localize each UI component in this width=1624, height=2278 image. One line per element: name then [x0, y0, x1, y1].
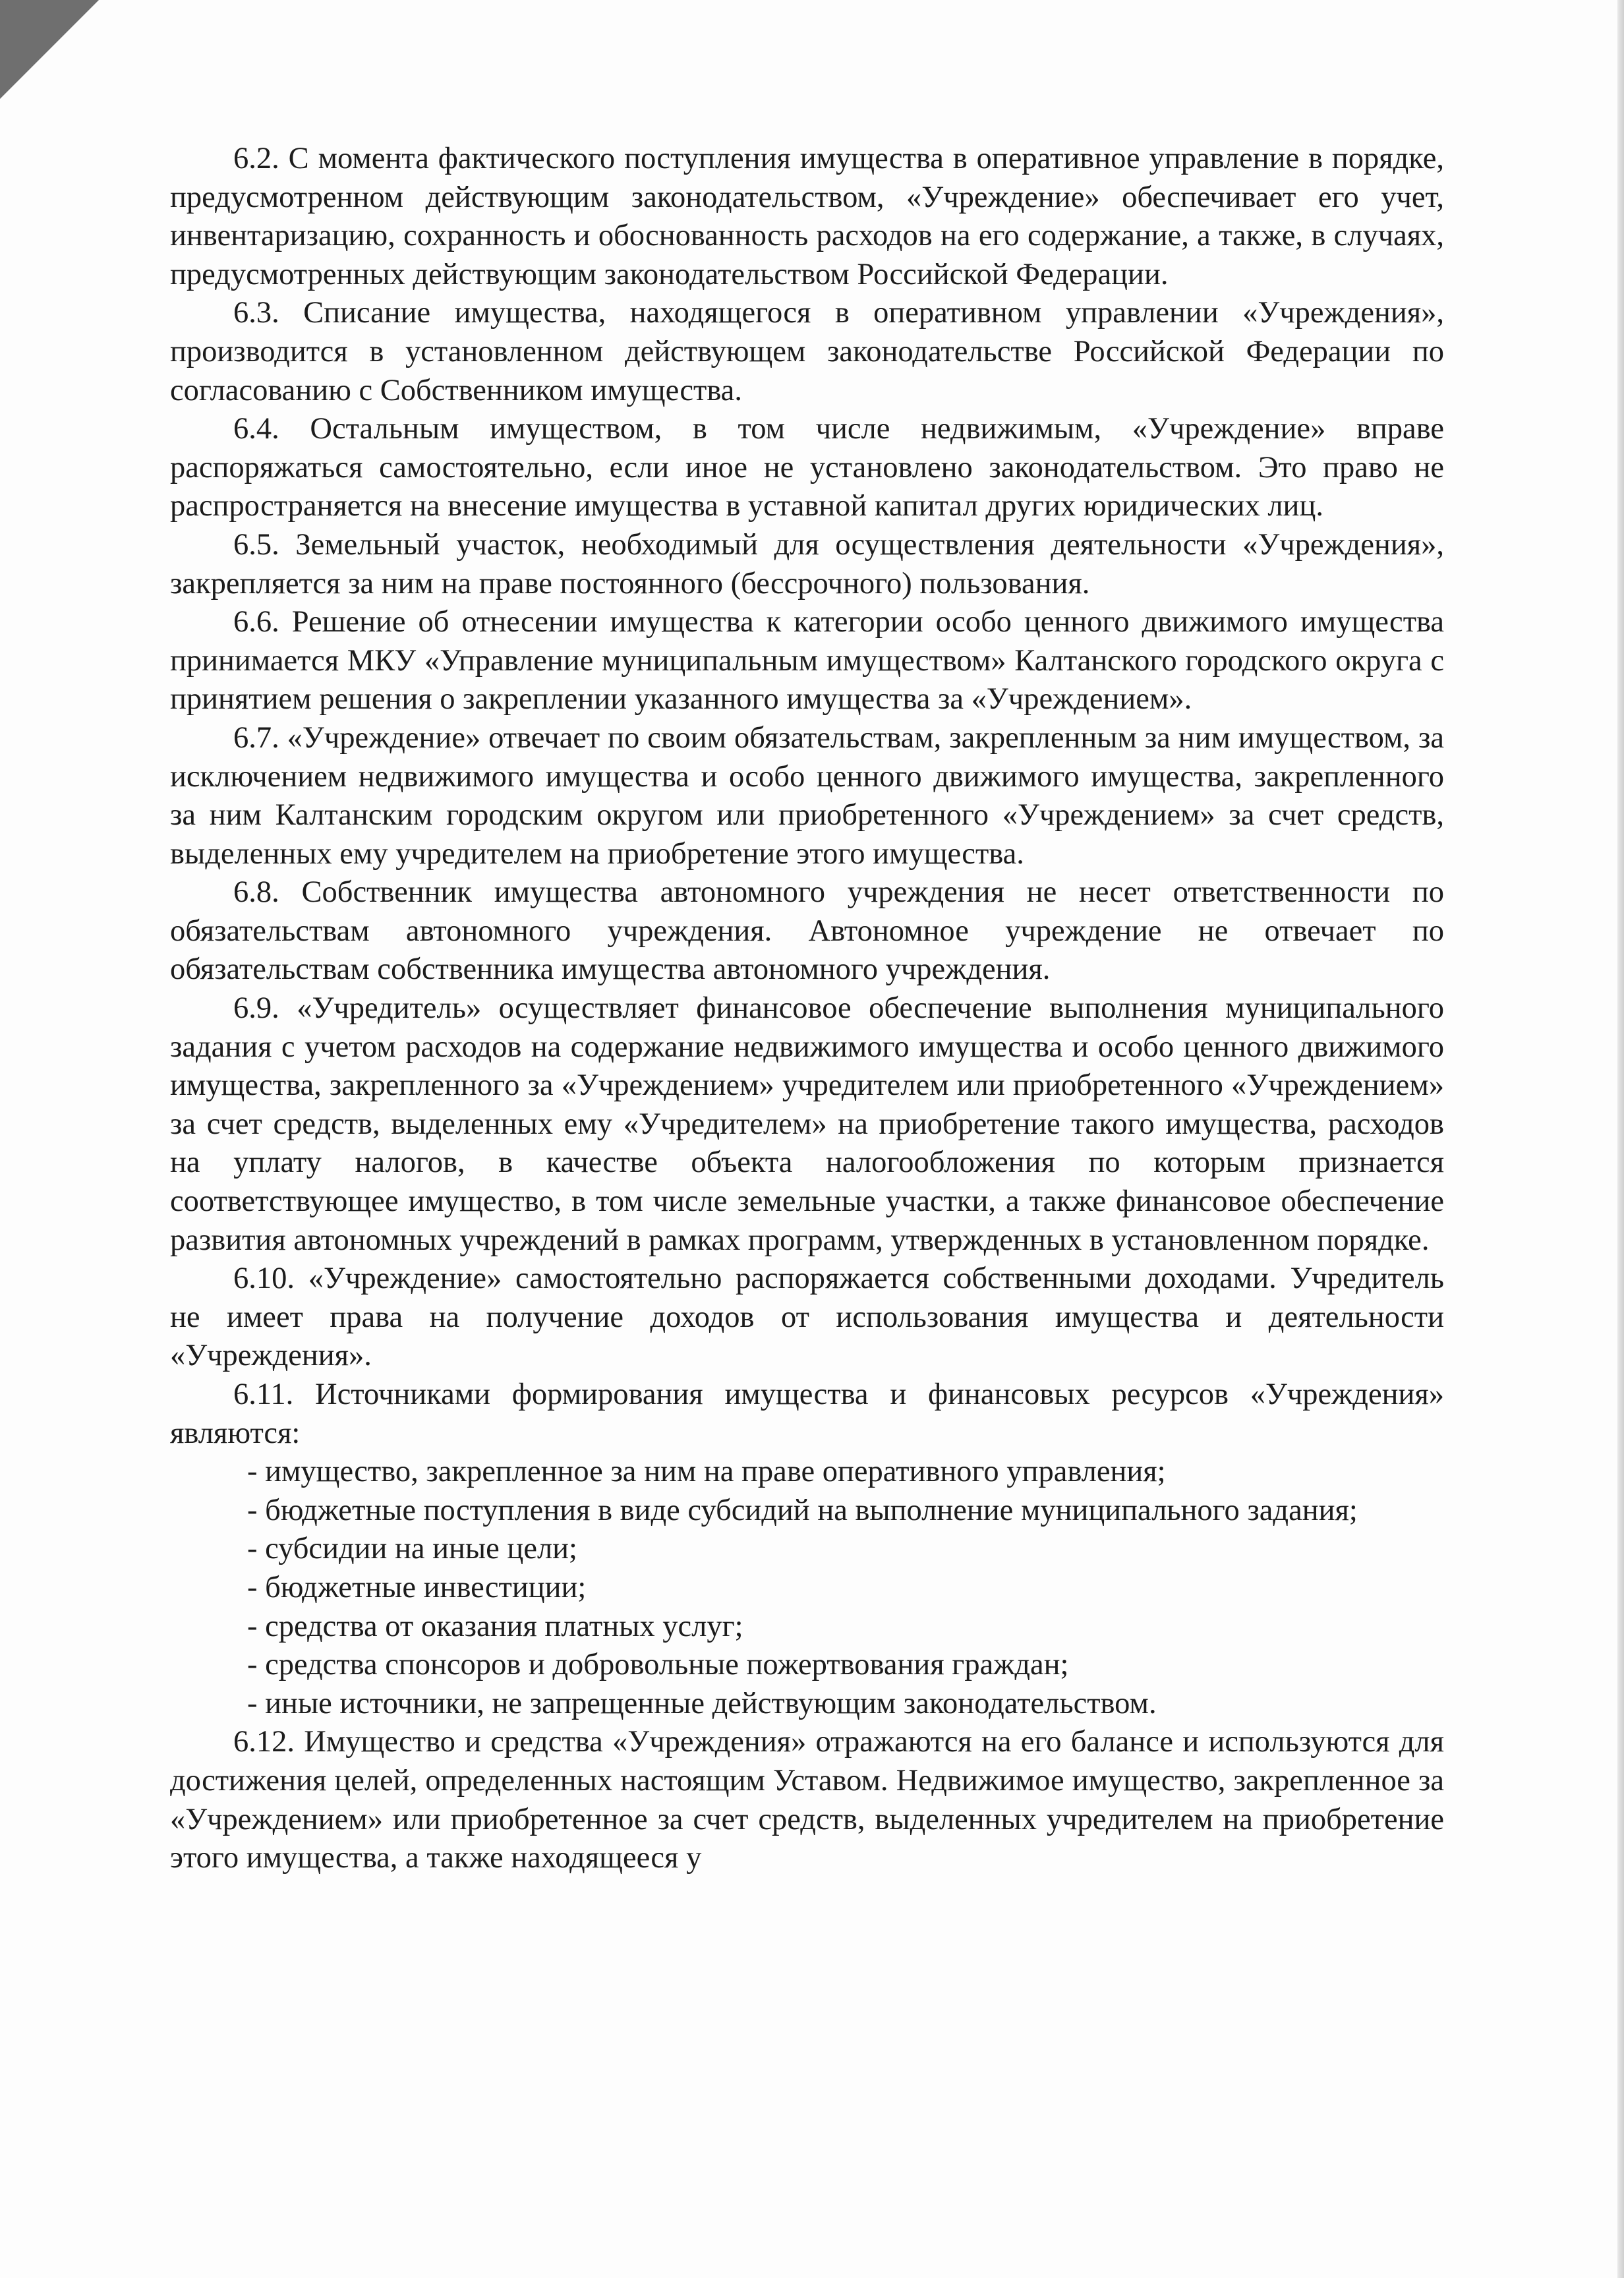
document-page [170, 140, 1444, 1878]
clause-6-4: 6.4. Остальным имуществом, в том числе недвижимым, «Учреждение» вправе распоряжаться самостоятельно, если иное не установлено законодательством. Это право не распространяется на внесение имущества в уставной капитал других юридических лиц. [170, 412, 1444, 523]
clause-6-2: 6.2. С момента фактического поступления имущества в оперативное управление в порядке, предусмотренном действующим законодательством, «Учреждение» обеспечивает его учет, инвентаризацию, сохранность и обоснованность расходов на его содержание, а также, в случаях, предусмотренных действующим законодательством Российской Федерации. [170, 142, 1444, 291]
clause-6-12: 6.12. Имущество и средства «Учреждения» отражаются на его балансе и используются для достижения целей, определенных настоящим Уставом. Недвижимое имущество, закрепленное за «Учреждением» или приобретенное за счет средств, выделенных учредителем на приобретение этого имущества, а также находящееся у [170, 1725, 1444, 1875]
clause-6-9: 6.9. «Учредитель» осуществляет финансовое обеспечение выполнения муниципального задания с учетом расходов на содержание недвижимого имущества и особо ценного движимого имущества, закрепленного за «Учреждением» учредителем или приобретенного «Учреждением» за счет средств, выделенных ему «Учредителем» на приобретение такого имущества, расходов на уплату налогов, в качестве объекта налогообложения по которым признается соответствующее имущество, в том числе земельные участки, а также финансовое обеспечение развития автономных учреждений в рамках программ, утвержденных в установленном порядке. [170, 991, 1444, 1257]
source-item: - средства от оказания платных услуг; [247, 1609, 743, 1643]
clause-6-10: 6.10. «Учреждение» самостоятельно распоряжается собственными доходами. Учредитель не имеет права на получение доходов от использования имущества и деятельности «Учреждения». [170, 1262, 1444, 1373]
scan-shadow-edge [1617, 0, 1624, 2278]
clause-6-5: 6.5. Земельный участок, необходимый для осуществления деятельности «Учреждения», закрепляется за ним на праве постоянного (бессрочного) пользования. [170, 527, 1444, 600]
source-item: - бюджетные инвестиции; [247, 1570, 587, 1604]
scan-shadow-corner [0, 0, 99, 99]
clause-6-3: 6.3. Списание имущества, находящегося в оперативном управлении «Учреждения», производится в установленном действующем законодательстве Российской Федерации по согласованию с Собственником имущества. [170, 296, 1444, 407]
clause-6-7: 6.7. «Учреждение» отвечает по своим обязательствам, закрепленным за ним имуществом, за исключением недвижимого имущества и особо ценного движимого имущества, закрепленного за ним Калтанским городским округом или приобретенного «Учреждением» за счет средств, выделенных ему учредителем на приобретение этого имущества. [170, 720, 1444, 871]
source-item: - бюджетные поступления в виде субсидий на выполнение муниципального задания; [247, 1493, 1358, 1527]
source-item: - иные источники, не запрещенные действующим законодательством. [247, 1686, 1157, 1720]
clause-6-11: 6.11. Источниками формирования имущества и финансовых ресурсов «Учреждения» являются: [170, 1378, 1444, 1450]
source-item: - субсидии на иные цели; [247, 1532, 577, 1566]
clause-6-6: 6.6. Решение об отнесении имущества к категории особо ценного движимого имущества принимается МКУ «Управление муниципальным имуществом» Калтанского городского округа с принятием решения о закреплении указанного имущества за «Учреждением». [170, 605, 1444, 716]
clause-6-8: 6.8. Собственник имущества автономного учреждения не несет ответственности по обязательствам автономного учреждения. Автономное учреждение не отвечает по обязательствам собственника имущества автономного учреждения. [170, 875, 1444, 987]
source-item: - средства спонсоров и добровольные пожертвования граждан; [247, 1648, 1069, 1682]
source-item: - имущество, закрепленное за ним на праве оперативного управления; [247, 1455, 1166, 1489]
